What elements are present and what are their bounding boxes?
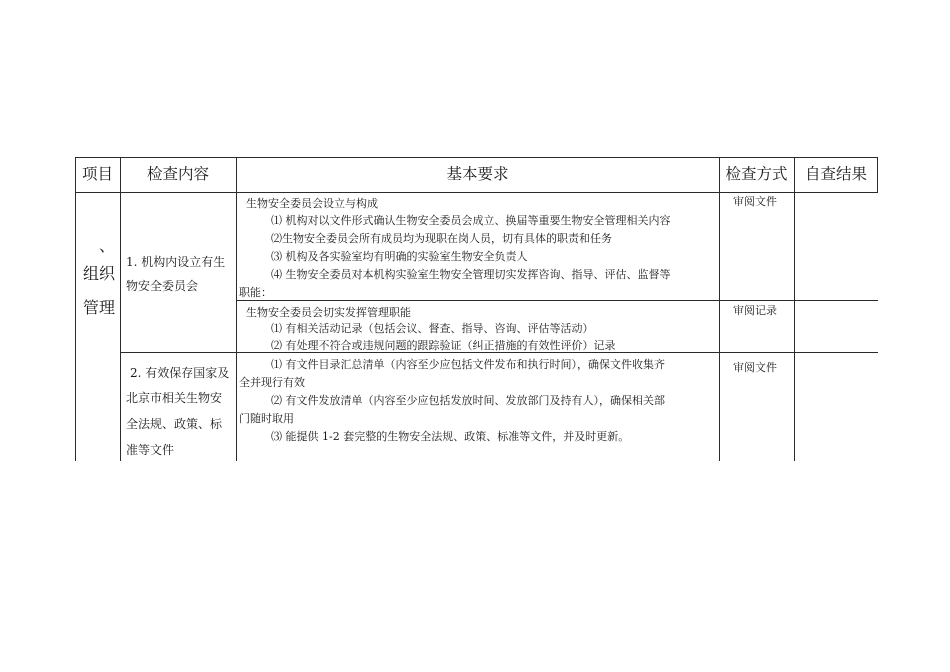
row1-block2-line2: ⑴ 有相关活动记录（包括会议、督查、指导、咨询、评估等活动） — [271, 322, 594, 335]
inspection-table — [75, 157, 878, 461]
row1-block1-line2: ⑴ 机构对以文件形式确认生物安全委员会成立、换届等重要生物安全管理相关内容 — [271, 214, 671, 227]
row2-line5: ⑶ 能提供 1-2 套完整的生物安全法规、政策、标准等文件，并及时更新。 — [271, 430, 630, 443]
table-top-border — [75, 157, 878, 158]
table-left-border — [75, 157, 76, 461]
row1-block1-method: 审阅文件 — [733, 195, 777, 208]
col-divider-item — [120, 157, 121, 461]
header-bottom-border — [75, 192, 878, 193]
row2-content-line4: 准等文件 — [126, 443, 175, 457]
col-divider-content — [236, 157, 237, 461]
col-divider-method — [794, 157, 795, 461]
row1-block1-line1: 生物安全委员会设立与构成 — [246, 197, 378, 210]
row1-block2-line1: 生物安全委员会切实发挥管理职能 — [246, 306, 411, 319]
row2-line1: ⑴ 有文件目录汇总清单（内容至少应包括文件发布和执行时间），确保文件收集齐 — [271, 358, 665, 371]
row-divider — [120, 352, 878, 353]
header-requirements: 基本要求 — [446, 165, 509, 183]
row2-content-line1: 2. 有效保存国家及 — [130, 366, 230, 380]
row1-content-line1: 1. 机构内设立有生 — [126, 255, 226, 269]
row1-block1-line6: 职能： — [239, 286, 272, 299]
header-content: 检查内容 — [146, 165, 209, 183]
row1-content-line2: 物安全委员会 — [126, 279, 199, 293]
row1-block2-method: 审阅记录 — [733, 304, 777, 317]
row2-content-line3: 全法规、政策、标 — [126, 417, 223, 431]
row2-line4: 门随时取用 — [239, 412, 294, 425]
row2-content-line2: 北京市相关生物安 — [126, 391, 223, 405]
section-name-line2: 管理 — [83, 298, 116, 317]
row1-block-divider — [236, 300, 878, 301]
row1-block1-line5: ⑷ 生物安全委员对本机构实验室生物安全管理切实发挥咨询、指导、评估、监督等 — [271, 268, 671, 281]
header-result: 自查结果 — [804, 165, 867, 183]
row2-line2: 全并现行有效 — [239, 376, 305, 389]
header-item: 项目 — [81, 165, 113, 183]
col-divider-requirements — [719, 157, 720, 461]
row1-block1-line4: ⑶ 机构及各实验室均有明确的实验室生物安全负责人 — [271, 250, 528, 263]
header-method: 检查方式 — [725, 165, 788, 183]
section-name-line1: 组织 — [83, 264, 116, 283]
section-mark: 、 — [99, 236, 116, 255]
row1-block1-line3: ⑵生物安全委员会所有成员均为现职在岗人员，切有具体的职责和任务 — [271, 232, 612, 245]
row1-block2-line3: ⑵ 有处理不符合或违规问题的跟踪验证（纠正措施的有效性评价）记录 — [271, 339, 616, 352]
row2-line3: ⑵ 有文件发放清单（内容至少应包括发放时间、发放部门及持有人），确保相关部 — [271, 394, 665, 407]
row2-method: 审阅文件 — [733, 361, 777, 374]
